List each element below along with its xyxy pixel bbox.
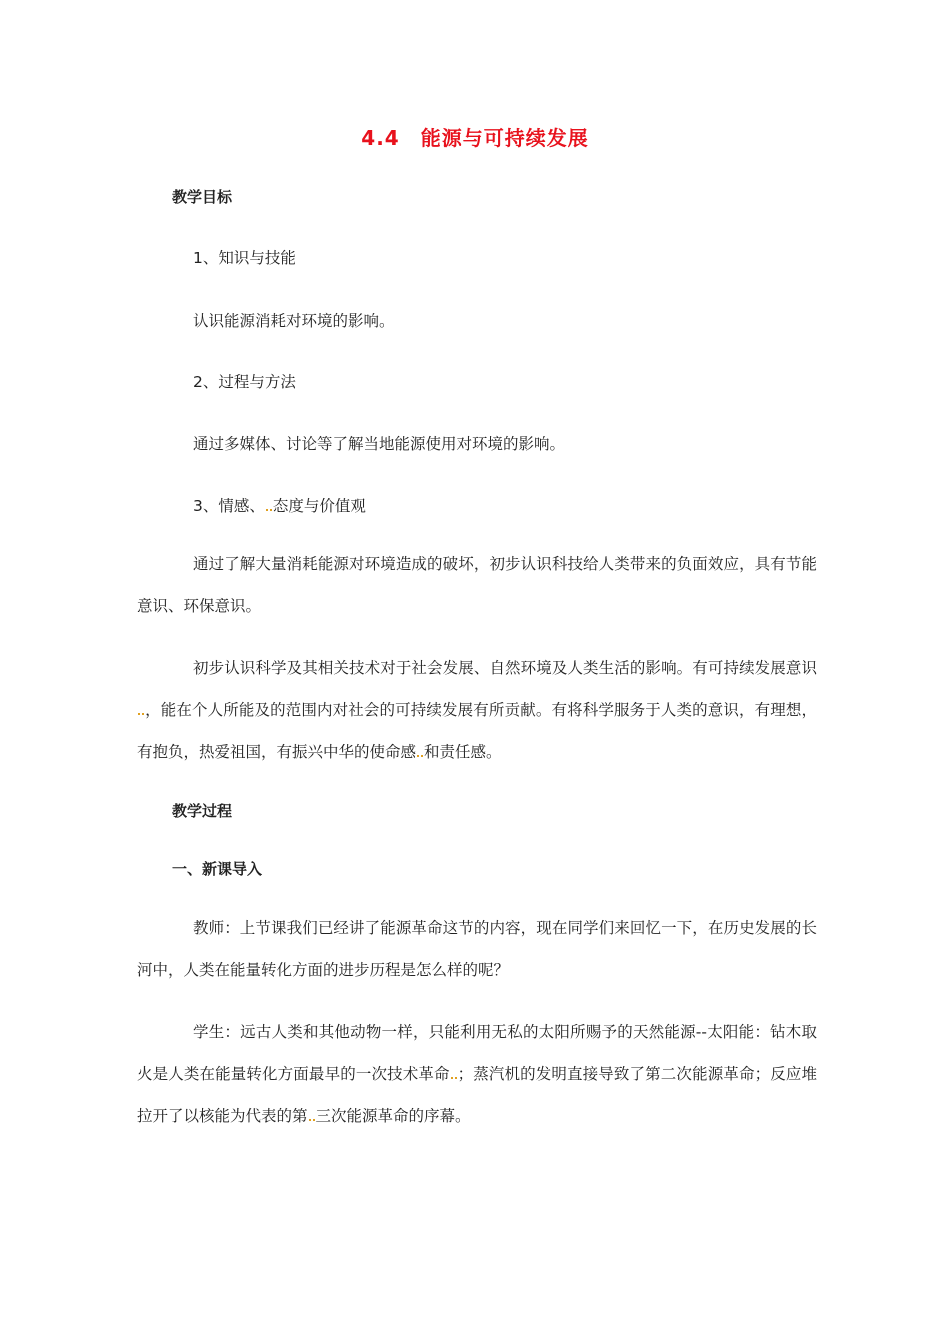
objective-1-title: 1、知识与技能 [193, 249, 296, 267]
process-heading: 教学过程 [172, 802, 233, 820]
objective-3-paragraph-1: 通过了解大量消耗能源对环境造成的破坏，初步认识科技给人类带来的负面效应，具有节能意识、环保意识。 [137, 555, 817, 615]
objective-2-text: 通过多媒体、讨论等了解当地能源使用对环境的影响。 [193, 435, 566, 453]
revision-mark [309, 1116, 315, 1121]
section-1-heading: 一、新课导入 [172, 860, 263, 878]
objective-3-paragraph-2-part-b: ，能在个人所能及的范围内对社会的可持续发展有所贡献。有将科学服务于人类的意识，有理想，有抱负，热爱祖国，有振兴中华的使命感 [137, 701, 817, 761]
objectives-heading: 教学目标 [172, 188, 233, 206]
student-paragraph [137, 1011, 817, 1137]
document-title: 4.4 能源与可持续发展 [361, 126, 589, 150]
objective-3-title-part-a: 3、情感、 [193, 497, 265, 515]
objective-3-title [193, 494, 366, 516]
objective-3-title-part-b: 态度与价值观 [272, 497, 366, 515]
objective-3-paragraph-2-part-c: 和责任感。 [424, 743, 502, 761]
objective-2-title: 2、过程与方法 [193, 373, 296, 391]
student-paragraph-part-b: ；蒸汽机的发明直接导致了第二次能源革命；反应堆拉开了以核能为代表的第 [137, 1065, 817, 1125]
teacher-paragraph: 教师：上节课我们已经讲了能源革命这节的内容，现在同学们来回忆一下，在历史发展的长河中，人类在能量转化方面的进步历程是怎么样的呢？ [137, 919, 817, 979]
revision-mark [417, 752, 423, 757]
objective-1-text: 认识能源消耗对环境的影响。 [193, 312, 395, 330]
revision-mark [451, 1074, 457, 1079]
objective-3-paragraph-2-part-a: 初步认识科学及其相关技术对于社会发展、自然环境及人类生活的影响。有可持续发展意识 [193, 659, 817, 677]
student-paragraph-part-c: 三次能源革命的序幕。 [315, 1107, 471, 1125]
objective-3-paragraph-2 [137, 647, 817, 773]
revision-mark [266, 506, 272, 511]
student-paragraph-part-a: 学生：远古人类和其他动物一样，只能利用无私的太阳所赐予的天然能源--太阳能：钻木取火是人类在能量转化方面最早的一次技术革命 [137, 1023, 817, 1083]
revision-mark [138, 710, 144, 715]
